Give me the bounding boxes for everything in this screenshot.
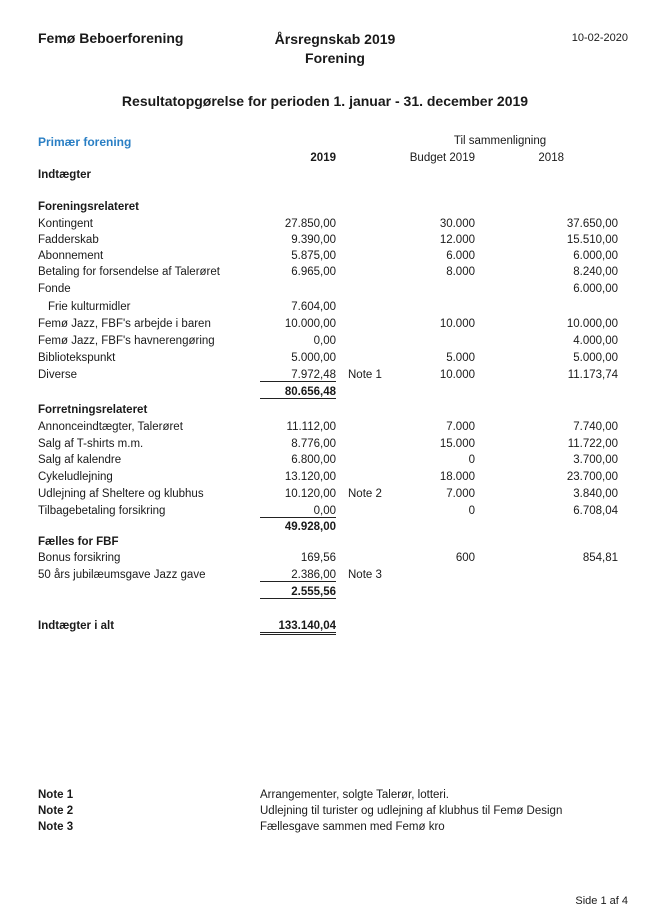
row-label: Bonus forsikring [38,552,121,564]
row-label: Annonceindtægter, Talerøret [38,421,183,433]
note-key: Note 1 [38,789,74,801]
page-number: Side 1 af 4 [575,895,628,907]
value-budget: 6.000 [446,250,475,262]
column-header-2018: 2018 [538,152,564,164]
value-2018: 15.510,00 [566,234,618,246]
table-row [38,421,623,437]
comparison-header: Til sammenligning [453,135,547,147]
row-label: Bibliotekspunkt [38,352,116,364]
table-row [38,335,623,351]
table-row [38,438,623,454]
value-budget: 7.000 [446,488,475,500]
table-row [38,283,623,299]
value-2019: 6.800,00 [291,454,336,466]
note-ref: Note 3 [348,569,382,581]
row-label: Femø Jazz, FBF's havnerengøring [38,335,215,347]
subtotal-2019: 2.555,56 [260,586,336,599]
value-2019: 5.000,00 [291,352,336,364]
group-title: Forretningsrelateret [38,404,148,416]
table-row [38,250,623,266]
group-title-row [38,201,623,217]
note-text: Arrangementer, solgte Talerør, lotteri. [260,789,449,801]
note-row [38,821,618,837]
row-label: Diverse [38,369,77,381]
period-title: Resultatopgørelse for perioden 1. januar - 31. december 2019 [121,93,529,109]
value-2018: 854,81 [582,552,618,564]
value-budget: 7.000 [446,421,475,433]
value-2018: 6.000,00 [573,283,618,295]
value-budget: 18.000 [439,471,475,483]
row-label: Salg af T-shirts m.m. [38,438,144,450]
value-2019: 5.875,00 [291,250,336,262]
value-budget: 30.000 [439,218,475,230]
value-2018: 6.000,00 [573,250,618,262]
note-key: Note 3 [38,821,74,833]
value-budget: 10.000 [439,318,475,330]
table-row [38,569,623,585]
subtotal-2019: 49.928,00 [284,521,336,533]
section-primary-label: Primær forening [38,135,132,149]
table-row [38,234,623,250]
value-2019: 13.120,00 [284,471,336,483]
value-2019: 10.000,00 [284,318,336,330]
row-label: Tilbagebetaling forsikring [38,505,166,517]
value-2019: 9.390,00 [291,234,336,246]
row-label: 50 års jubilæumsgave Jazz gave [38,569,206,581]
row-label: Betaling for forsendelse af Talerøret [38,266,220,278]
value-2018: 11.722,00 [567,438,618,450]
value-2018: 10.000,00 [566,318,618,330]
row-label: Frie kulturmidler [48,301,131,313]
organization-name: Femø Beboerforening [38,30,184,46]
value-budget: 600 [455,552,475,564]
value-budget: 8.000 [446,266,475,278]
value-2018: 37.650,00 [566,218,618,230]
value-2019: 6.965,00 [291,266,336,278]
grand-total-row [38,620,623,636]
subtotal-2019: 80.656,48 [260,386,336,399]
table-row [38,552,623,568]
value-2019: 7.972,48 [260,369,336,382]
subtotal-row [38,386,623,402]
value-2019: 0,00 [313,335,336,347]
value-2019: 10.120,00 [284,488,336,500]
value-2018: 6.708,04 [573,505,618,517]
value-budget: 10.000 [439,369,475,381]
table-row [38,352,623,368]
report-title-line1: Årsregnskab 2019 [274,31,396,47]
table-row [38,505,623,521]
table-row [38,218,623,234]
table-row [38,369,623,385]
grand-total-label: Indtægter i alt [38,620,115,632]
value-2019: 11.112,00 [286,421,336,433]
value-2019: 0,00 [260,505,336,518]
row-label: Cykeludlejning [38,471,113,483]
row-label: Femø Jazz, FBF's arbejde i baren [38,318,211,330]
report-title-line2: Forening [305,50,365,66]
value-2019: 7.604,00 [291,301,336,313]
column-header-budget: Budget 2019 [409,152,475,164]
note-text: Udlejning til turister og udlejning af klubhus til Femø Design [260,805,563,817]
value-2018: 8.240,00 [573,266,618,278]
table-row [38,301,623,317]
row-label: Kontingent [38,218,93,230]
value-2018: 4.000,00 [573,335,618,347]
value-budget: 0 [468,505,475,517]
value-2018: 3.700,00 [573,454,618,466]
value-2019: 2.386,00 [260,569,336,582]
value-2018: 7.740,00 [573,421,618,433]
row-label: Fadderskab [38,234,99,246]
value-2018: 23.700,00 [566,471,618,483]
table-row [38,266,623,282]
note-key: Note 2 [38,805,74,817]
subtotal-row [38,521,623,537]
income-heading: Indtægter [38,169,92,181]
note-row [38,789,618,805]
table-row [38,488,623,504]
value-budget: 0 [468,454,475,466]
value-2019: 27.850,00 [284,218,336,230]
row-label: Abonnement [38,250,104,262]
report-date: 10-02-2020 [571,32,628,44]
note-row [38,805,618,821]
value-budget: 15.000 [439,438,475,450]
group-title-row [38,536,623,552]
row-label: Fonde [38,283,71,295]
value-budget: 12.000 [439,234,475,246]
group-title-row [38,404,623,420]
row-label: Udlejning af Sheltere og klubhus [38,488,204,500]
group-title: Foreningsrelateret [38,201,139,213]
value-2019: 169,56 [300,552,336,564]
note-ref: Note 2 [348,488,382,500]
row-label: Salg af kalendre [38,454,122,466]
table-row [38,454,623,470]
group-title: Fælles for FBF [38,536,119,548]
value-budget: 5.000 [446,352,475,364]
value-2018: 5.000,00 [573,352,618,364]
grand-total-value: 133.140,04 [260,620,336,635]
column-header-2019: 2019 [310,152,336,164]
report-title [270,30,400,68]
subtotal-row [38,586,623,602]
note-text: Fællesgave sammen med Femø kro [260,821,445,833]
value-2019: 8.776,00 [291,438,336,450]
value-2018: 11.173,74 [567,369,618,381]
table-row [38,471,623,487]
table-row [38,318,623,334]
value-2018: 3.840,00 [573,488,618,500]
note-ref: Note 1 [348,369,382,381]
